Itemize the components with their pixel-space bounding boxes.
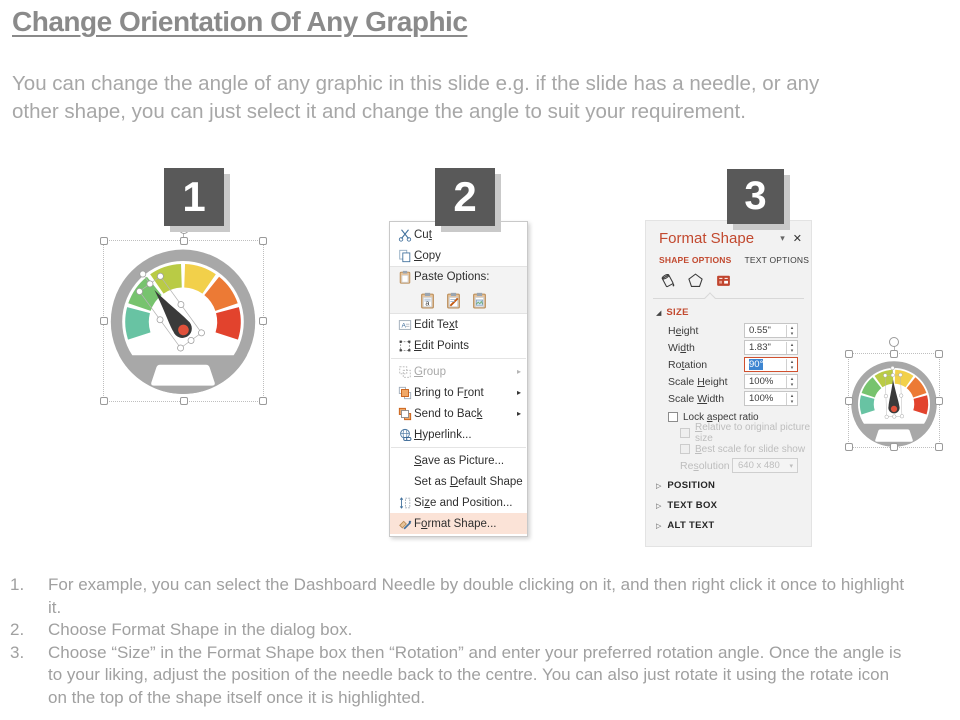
intro-text: You can change the angle of any graphic in this slide e.g. if the slide has a needle, or any other shape, you can just select it and change the angle to suit your requirement.	[12, 72, 820, 123]
lock-aspect-ratio-checkbox[interactable]	[668, 412, 678, 422]
menu-separator	[391, 447, 526, 448]
spinner-down-icon[interactable]: ▾	[790, 347, 794, 354]
checkbox-label: Lock aspect ratio	[683, 411, 759, 423]
menu-item-label: Send to Back	[414, 407, 483, 420]
resolution-dropdown	[732, 458, 798, 473]
menu-item-paste-options[interactable]	[390, 267, 527, 287]
expanded-marker-icon: ◢	[656, 309, 662, 317]
field-value[interactable]: 100%	[749, 376, 774, 387]
fill-bucket-icon[interactable]	[659, 272, 676, 292]
size-section-header[interactable]	[646, 299, 811, 318]
spinner-up-icon[interactable]: ▴	[790, 392, 794, 399]
field-label: Width	[668, 341, 695, 354]
spinner[interactable]	[786, 325, 797, 337]
resize-handle[interactable]	[890, 350, 898, 358]
rotation-handle[interactable]	[889, 337, 899, 347]
spinner-down-icon[interactable]: ▾	[790, 381, 794, 388]
list-text: Choose Format Shape in the dialog box.	[48, 620, 353, 639]
resize-handle[interactable]	[180, 237, 188, 245]
format-shape-icon	[395, 517, 414, 531]
send-to-back-icon	[395, 407, 414, 421]
relative-to-original-row	[646, 422, 811, 444]
list-number: 3.	[10, 642, 25, 662]
menu-item-edit-points[interactable]	[390, 335, 527, 356]
panel-menu-caret-icon[interactable]: ▾	[780, 233, 785, 243]
list-item	[10, 619, 912, 642]
resolution-label: Resolution	[680, 459, 730, 472]
paste-options-row	[390, 287, 527, 313]
resolution-value: 640 x 480	[738, 460, 780, 471]
step-badge-3	[727, 169, 784, 224]
field-row-scale-height	[646, 373, 811, 390]
tab-shape-options[interactable]: SHAPE OPTIONS	[659, 255, 732, 265]
panel-title: Format Shape	[659, 230, 755, 247]
field-value[interactable]: 1.83"	[749, 342, 771, 353]
step-number: 3	[744, 174, 767, 218]
paste-icon	[395, 270, 414, 284]
resize-handle[interactable]	[180, 397, 188, 405]
page-title: Change Orientation Of Any Graphic	[12, 6, 468, 37]
context-menu	[389, 221, 528, 537]
keep-source-formatting-icon[interactable]	[418, 291, 437, 310]
section-label: TEXT BOX	[667, 500, 718, 511]
spinner-up-icon[interactable]: ▴	[790, 324, 794, 331]
menu-item-send-to-back[interactable]	[390, 403, 527, 424]
menu-item-cut[interactable]	[390, 224, 527, 245]
resize-handle[interactable]	[845, 350, 853, 358]
submenu-arrow-icon: ▸	[516, 367, 521, 376]
field-value[interactable]: 90°	[749, 359, 764, 370]
spinner-down-icon[interactable]: ▾	[790, 398, 794, 405]
scissors-icon	[395, 228, 414, 242]
menu-item-label: Edit Text	[414, 318, 458, 331]
best-scale-row	[646, 441, 811, 457]
menu-item-label: Paste Options:	[414, 271, 490, 283]
effects-pentagon-icon[interactable]	[687, 272, 704, 292]
spinner[interactable]	[786, 359, 797, 371]
list-number: 2.	[10, 620, 25, 639]
close-icon[interactable]: ✕	[792, 233, 802, 245]
collapsed-arrow-icon: ▷	[656, 502, 662, 510]
size-section-label: SIZE	[666, 307, 689, 318]
resize-handle[interactable]	[259, 317, 267, 325]
field-value[interactable]: 100%	[749, 393, 774, 404]
spinner[interactable]	[786, 342, 797, 354]
collapsed-arrow-icon: ▷	[656, 522, 662, 530]
menu-item-edit-text[interactable]	[390, 314, 527, 335]
submenu-arrow-icon: ▸	[516, 388, 521, 397]
resize-handle[interactable]	[259, 237, 267, 245]
field-row-height	[646, 322, 811, 339]
list-text: For example, you can select the Dashboard Needle by double clicking on it, and then right click it once to highlight it.	[48, 575, 905, 617]
list-item	[10, 574, 912, 619]
spinner[interactable]	[786, 393, 797, 405]
rotation-input[interactable]	[744, 357, 798, 372]
menu-separator	[391, 358, 526, 359]
format-shape-panel	[645, 220, 812, 547]
menu-item-label: Size and Position...	[414, 496, 513, 509]
checkbox-label: Best scale for slide show	[695, 443, 806, 455]
size-properties-icon[interactable]	[715, 272, 732, 292]
step-badge-1	[164, 168, 224, 226]
spinner-down-icon[interactable]: ▾	[790, 364, 794, 371]
resize-handle[interactable]	[935, 350, 943, 358]
paste-options-band	[390, 266, 527, 314]
selection-box-gauge	[103, 240, 264, 402]
selection-box-rotated-gauge	[848, 353, 940, 448]
field-row-scale-width	[646, 390, 811, 407]
best-scale-checkbox	[680, 444, 690, 454]
resize-handle[interactable]	[845, 397, 853, 405]
list-item	[10, 642, 912, 710]
hyperlink-icon	[395, 428, 414, 442]
field-label: Scale Height	[668, 375, 728, 388]
field-value[interactable]: 0.55"	[749, 325, 771, 336]
bring-to-front-icon	[395, 386, 414, 400]
step-number: 2	[453, 173, 477, 220]
resize-handle[interactable]	[890, 443, 898, 451]
spinner-down-icon[interactable]: ▾	[790, 330, 794, 337]
menu-item-label: Set as Default Shape	[414, 475, 523, 488]
scale-width-input[interactable]	[744, 391, 798, 406]
width-input[interactable]	[744, 340, 798, 355]
scale-height-input[interactable]	[744, 374, 798, 389]
resize-handle[interactable]	[100, 237, 108, 245]
menu-item-copy[interactable]	[390, 245, 527, 266]
collapsed-arrow-icon: ▷	[656, 482, 662, 490]
resize-handle[interactable]	[935, 397, 943, 405]
height-input[interactable]	[744, 323, 798, 338]
menu-item-format-shape[interactable]	[390, 513, 527, 534]
paste-as-picture-icon[interactable]	[470, 291, 489, 310]
svg-text:a: a	[425, 297, 430, 307]
svg-text:A: A	[401, 322, 406, 330]
edit-points-icon	[395, 339, 414, 353]
menu-item-label: Bring to Front	[414, 386, 484, 399]
edit-text-icon	[395, 318, 414, 332]
spinner[interactable]	[786, 376, 797, 388]
resolution-row	[646, 457, 811, 474]
step-badge-2	[435, 168, 495, 226]
section-alt-text[interactable]	[646, 517, 811, 534]
field-label: Scale Width	[668, 392, 725, 405]
size-position-icon	[395, 496, 414, 510]
menu-item-label: Edit Points	[414, 339, 469, 352]
spinner-up-icon[interactable]: ▴	[790, 341, 794, 348]
spinner-up-icon[interactable]: ▴	[790, 358, 794, 365]
list-number: 1.	[10, 575, 25, 594]
spinner-up-icon[interactable]: ▴	[790, 375, 794, 382]
tab-text-options[interactable]: TEXT OPTIONS	[744, 255, 810, 265]
relative-to-original-checkbox	[680, 428, 690, 438]
menu-item-label: Copy	[414, 249, 441, 262]
instructions-list	[10, 574, 912, 709]
menu-item-set-as-default-shape[interactable]	[390, 471, 527, 492]
menu-item-label: Hyperlink...	[414, 428, 472, 441]
resize-handle[interactable]	[100, 317, 108, 325]
dropdown-caret-icon: ▾	[789, 462, 793, 470]
menu-item-bring-to-front[interactable]	[390, 382, 527, 403]
menu-item-hyperlink[interactable]	[390, 424, 527, 445]
section-label: ALT TEXT	[667, 520, 715, 531]
section-position[interactable]	[646, 477, 811, 494]
copy-icon	[395, 249, 414, 263]
field-row-width	[646, 339, 811, 356]
resize-handle[interactable]	[935, 443, 943, 451]
submenu-arrow-icon: ▸	[516, 409, 521, 418]
field-label: Height	[668, 324, 699, 337]
field-label: Rotation	[668, 358, 708, 371]
menu-item-label: Group	[414, 365, 446, 378]
resize-handle[interactable]	[259, 397, 267, 405]
use-destination-theme-icon[interactable]	[444, 291, 463, 310]
resize-handle[interactable]	[100, 397, 108, 405]
section-label: POSITION	[667, 480, 716, 491]
menu-item-label: Format Shape...	[414, 517, 497, 530]
step-number: 1	[182, 173, 206, 220]
menu-item-label: Save as Picture...	[414, 454, 505, 467]
menu-item-size-and-position[interactable]	[390, 492, 527, 513]
menu-item-label: Cut	[414, 228, 432, 241]
menu-item-group[interactable]	[390, 361, 527, 382]
list-text: Choose “Size” in the Format Shape box then “Rotation” and enter your preferred rotation angle. Once the angle is to your liking, adjust the position of the needle back to the centre. You can also just rotate it using the rotate icon on the top of the shape itself once it is highlighted.	[48, 642, 902, 707]
group-icon	[395, 365, 414, 379]
menu-item-save-as-picture[interactable]	[390, 450, 527, 471]
field-row-rotation	[646, 356, 811, 373]
checkbox-label: Relative to original picture size	[695, 422, 811, 444]
section-text-box[interactable]	[646, 497, 811, 514]
resize-handle[interactable]	[845, 443, 853, 451]
